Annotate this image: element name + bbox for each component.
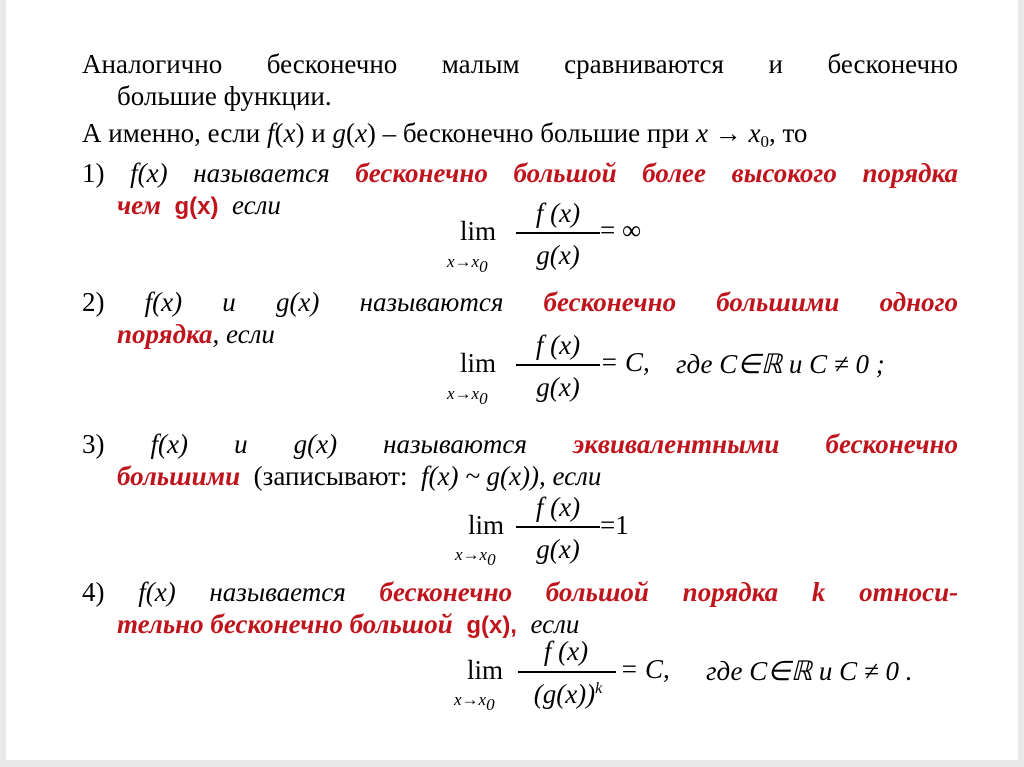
fraction-bar	[516, 526, 600, 528]
intro-line-3: А именно, если f(x) и g(x) – бесконечно большие при $x \to x_0$, то	[82, 118, 808, 151]
page-shadow-bottom	[0, 760, 1024, 767]
lim-under: $x\to x_0$	[454, 690, 495, 714]
numerator: f (x)	[543, 636, 589, 666]
denominator: $(g(x))^k$	[533, 679, 603, 709]
formula-rhs: =1	[600, 510, 629, 540]
page-shadow-right	[1018, 0, 1024, 767]
formula-note: где C∈ℝ и C ≠ 0 ;	[676, 349, 885, 379]
lim-label: lim	[467, 655, 504, 685]
item-3-line-1: 3) f(x) и g(x) называются эквивалентными бесконечно	[82, 429, 958, 459]
numerator: f (x)	[535, 198, 581, 228]
lim-label: lim	[460, 216, 497, 246]
lim-label: lim	[468, 510, 505, 540]
lim-under: $x\to x_0$	[455, 545, 496, 569]
intro-line-1: Аналогично бесконечно малым сравниваются и бесконечно	[82, 49, 958, 79]
lim-under: $x\to x_0$	[447, 252, 488, 276]
denominator: g(x)	[536, 240, 580, 270]
item-2-line-2: порядка, если	[117, 319, 275, 349]
intro-line-2: большие функции.	[117, 81, 332, 111]
item-1-line-1: 1) f(x) называется бесконечно большой более высокого порядка	[82, 158, 959, 188]
formula-rhs: = C,	[600, 347, 650, 377]
formula-rhs: = ∞	[600, 215, 642, 245]
denominator: g(x)	[536, 534, 580, 564]
item-2-line-1: 2) f(x) и g(x) называются бесконечно большими одного	[82, 287, 959, 317]
item-3-line-2: большими (записывают: f(x) ~ g(x)), если	[117, 461, 602, 491]
item-4-line-2: тельно бесконечно большой g(x), если	[117, 609, 580, 639]
fraction-bar	[516, 232, 600, 234]
fraction-bar	[518, 671, 616, 673]
lim-label: lim	[460, 348, 497, 378]
formula-note: где C∈ℝ и C ≠ 0 .	[706, 656, 913, 686]
fraction-bar	[516, 364, 600, 366]
denominator: g(x)	[536, 372, 580, 402]
lim-under: $x\to x_0$	[447, 384, 488, 408]
numerator: f (x)	[535, 330, 581, 360]
formula-rhs: = C,	[620, 654, 670, 684]
page-shadow-left	[0, 0, 6, 767]
item-1-line-2: чем g(x) если	[117, 190, 281, 220]
numerator: f (x)	[535, 492, 581, 522]
item-4-line-1: 4) f(x) называется бесконечно большой порядка k относи-	[82, 577, 959, 607]
